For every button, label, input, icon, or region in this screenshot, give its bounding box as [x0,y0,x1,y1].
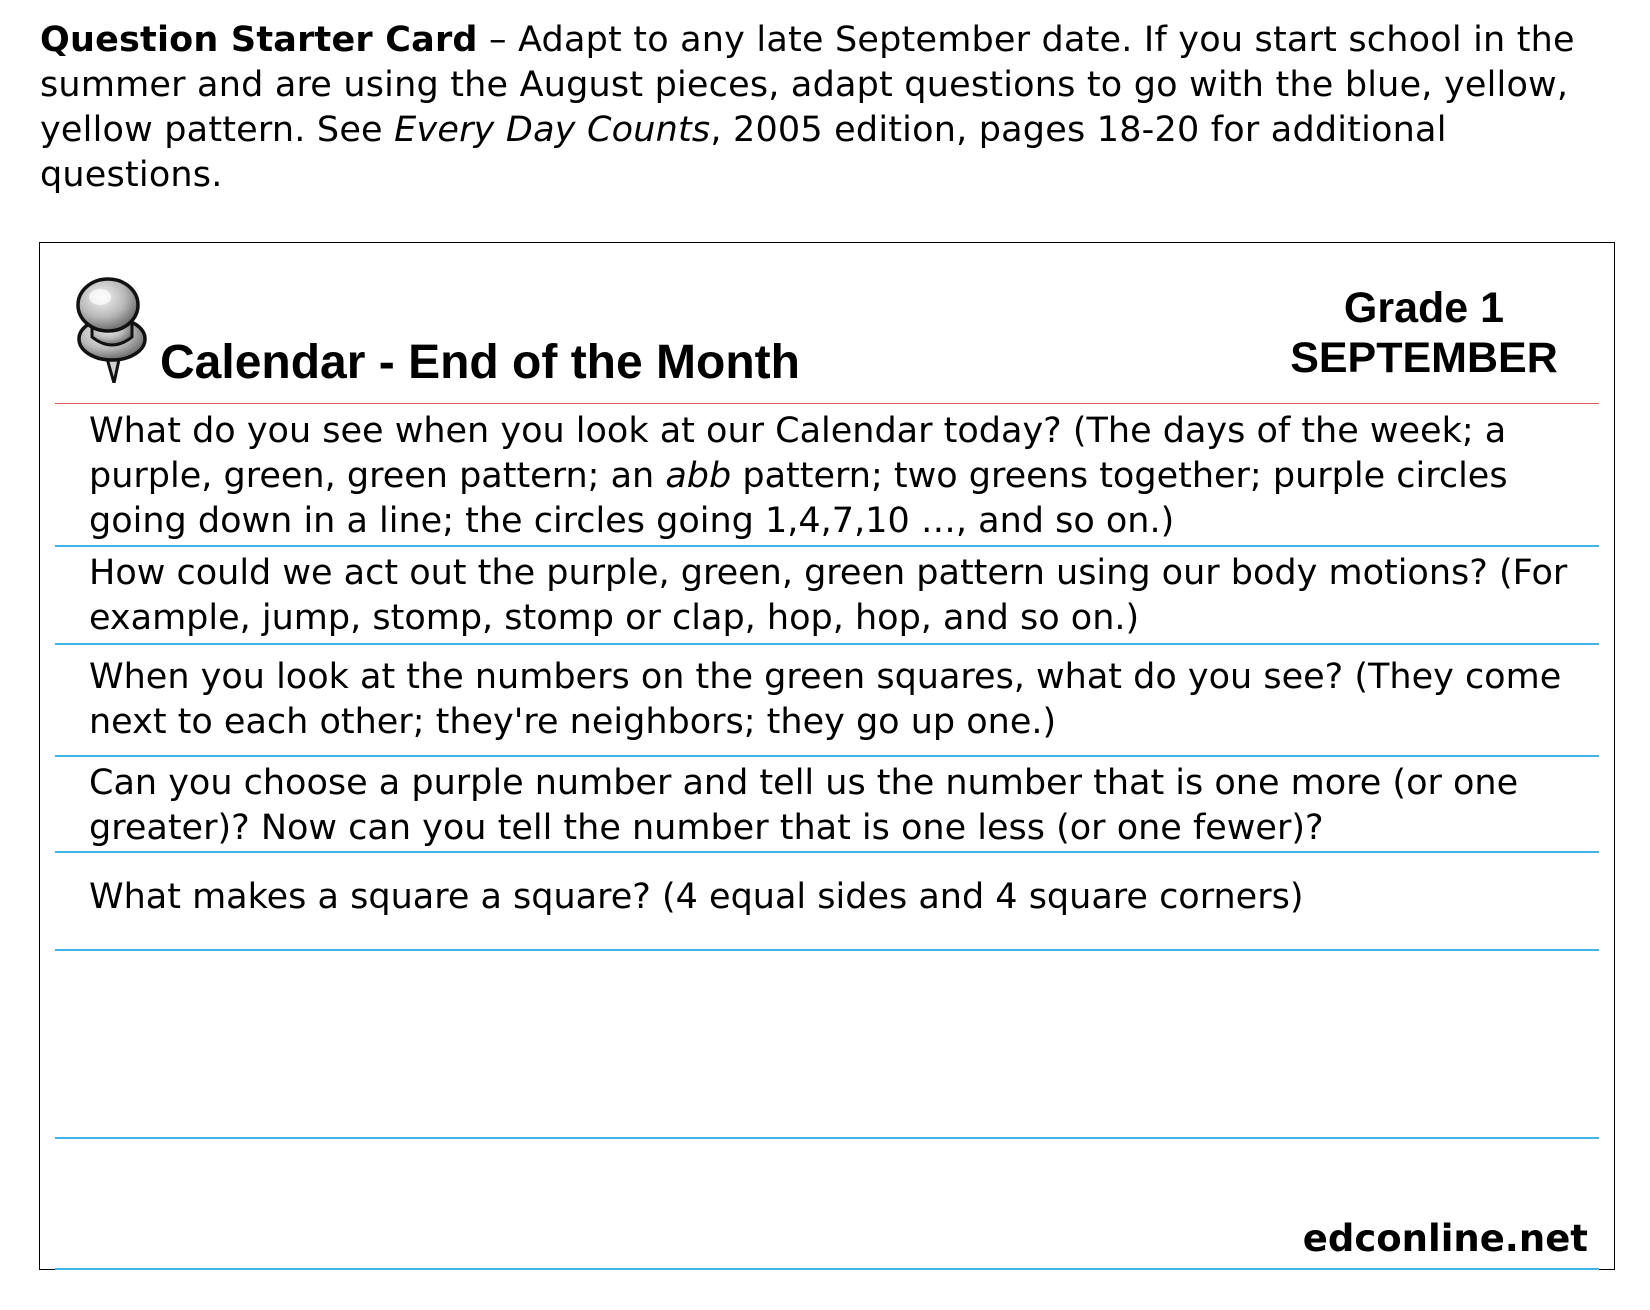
question-2-text: How could we act out the purple, green, green pattern using our body motions? (For example, jump, stomp, stomp or clap, hop, hop, and so on.) [89,553,1568,638]
question-3-text: When you look at the numbers on the green squares, what do you see? (They come next to each other; they're neighbors; they go up one.) [89,657,1562,742]
question-3 [55,645,1599,757]
question-1 [55,405,1599,547]
bottom-rule [55,1268,1599,1270]
question-5-text: What makes a square a square? (4 equal sides and 4 square corners) [89,877,1304,917]
footer-site: edconline.net [1302,1217,1588,1260]
header-divider [55,403,1599,404]
intro-text-1: – Adapt to any late September date. If you start school in the summer and are using the August pieces, adapt questions to go with the blue, yellow, yellow pattern. See [40,20,1575,150]
question-5 [55,853,1599,951]
question-card [39,242,1615,1270]
month-text: SEPTEMBER [1290,334,1558,382]
question-4 [55,757,1599,853]
question-1-text: What do you see when you look at our Calendar today? (The days of the week; a purple, green, green pattern; an [89,411,1507,496]
question-4-text: Can you choose a purple number and tell us the number that is one more (or one greater)? Now can you tell the number that is one less (or one fewer)? [89,763,1519,848]
card-title: Calendar - End of the Month [160,336,800,389]
grade-label [1264,283,1584,383]
question-6-blank [55,951,1599,1139]
intro-text-2: , 2005 edition, pages 18-20 for additional questions. [40,110,1447,195]
question-2 [55,547,1599,645]
push-pin-icon [70,277,150,383]
intro-book-title: Every Day Counts [394,110,711,150]
intro-paragraph [40,18,1610,198]
intro-bold-title: Question Starter Card [40,20,478,60]
question-1-italic: abb [665,456,732,496]
question-1-text-end: pattern; two greens together; purple circles going down in a line; the circles going 1,4,7,10 …, and so on.) [89,456,1508,541]
grade-text: Grade 1 [1343,284,1505,332]
